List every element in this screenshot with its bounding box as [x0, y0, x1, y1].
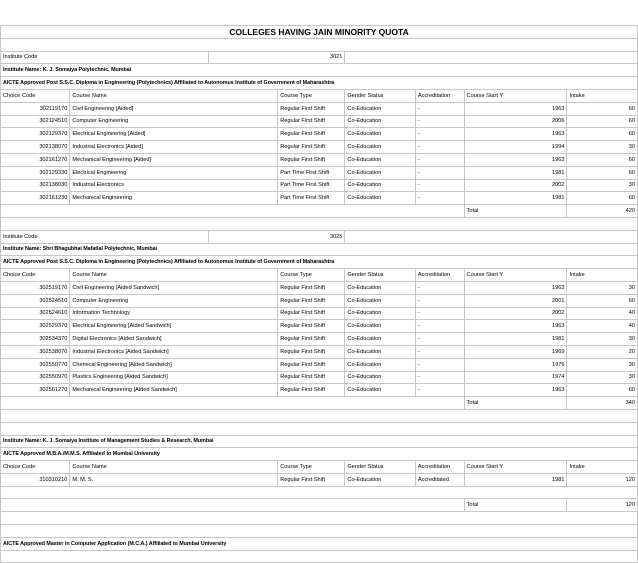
cell-course-start-year[interactable]: 1963	[464, 320, 567, 333]
cell-accreditation[interactable]: -	[415, 384, 464, 397]
cell-gender-status[interactable]: Co-Education	[345, 473, 415, 486]
total-row	[1, 205, 638, 218]
cell-choice-code[interactable]: 302129330	[1, 166, 70, 179]
sheet-row	[1, 550, 638, 563]
sheet-row	[1, 409, 638, 422]
cell-gender-status[interactable]: Co-Education	[345, 294, 415, 307]
cell-course-start-year[interactable]: 1963	[464, 153, 567, 166]
cell-intake[interactable]: 60	[567, 115, 638, 128]
cell-choice-code[interactable]: 302138070	[1, 141, 70, 154]
header-row	[1, 89, 638, 102]
cell-gender-status[interactable]: Co-Education	[345, 102, 415, 115]
header-course-start-year[interactable]: Course Start Y	[464, 461, 567, 474]
cell-course-start-year[interactable]: 1963	[464, 128, 567, 141]
header-course-start-year[interactable]: Course Start Y	[464, 269, 567, 282]
cell-intake[interactable]: 120	[567, 473, 638, 486]
cell-course-type[interactable]: Regular First Shift	[278, 320, 345, 333]
empty-cell[interactable]	[1, 205, 465, 218]
institute-code-label[interactable]: Institute Code	[1, 51, 209, 64]
cell-course-type[interactable]: Regular First Shift	[278, 128, 345, 141]
cell-gender-status[interactable]: Co-Education	[345, 166, 415, 179]
cell-intake[interactable]: 60	[567, 384, 638, 397]
cell-choice-code[interactable]: 310310210	[1, 473, 70, 486]
cell-course-start-year[interactable]: 2002	[464, 307, 567, 320]
header-course-name[interactable]: Course Name	[70, 89, 278, 102]
cell-intake[interactable]: 30	[567, 358, 638, 371]
cell-accreditation[interactable]: Accreditated	[415, 473, 464, 486]
cell-accreditation[interactable]: -	[415, 333, 464, 346]
empty-cell[interactable]	[1, 525, 638, 538]
cell-gender-status[interactable]: Co-Education	[345, 307, 415, 320]
header-intake[interactable]: Intake	[567, 461, 638, 474]
cell-course-type[interactable]: Part Time First Shift	[278, 166, 345, 179]
total-value[interactable]: 340	[567, 397, 638, 410]
cell-choice-code[interactable]: 302524510	[1, 294, 70, 307]
cell-intake[interactable]: 60	[567, 294, 638, 307]
cell-course-type[interactable]: Regular First Shift	[278, 102, 345, 115]
cell-gender-status[interactable]: Co-Education	[345, 153, 415, 166]
sheet-row	[1, 77, 638, 90]
cell-intake[interactable]: 40	[567, 320, 638, 333]
cell-course-type[interactable]: Regular First Shift	[278, 294, 345, 307]
header-row	[1, 461, 638, 474]
sheet-row	[1, 422, 638, 435]
approval-line[interactable]: AICTE Approved Post S.S.C. Diploma in Engineering (Polytechnics) Affiliated to Autonomus Institute of Government of Maharashtra	[1, 77, 638, 90]
total-label[interactable]: Total	[464, 205, 567, 218]
cell-choice-code[interactable]: 302550970	[1, 371, 70, 384]
cell-choice-code[interactable]: 302519170	[1, 281, 70, 294]
cell-accreditation[interactable]: -	[415, 281, 464, 294]
cell-accreditation[interactable]: -	[415, 128, 464, 141]
cell-intake[interactable]: 60	[567, 166, 638, 179]
empty-cell[interactable]	[1, 397, 465, 410]
header-course-name[interactable]: Course Name	[70, 269, 278, 282]
cell-course-start-year[interactable]: 2001	[464, 294, 567, 307]
cell-course-name[interactable]: Information Technology	[70, 307, 278, 320]
table-row	[1, 281, 638, 294]
table-row	[1, 141, 638, 154]
cell-accreditation[interactable]: -	[415, 294, 464, 307]
cell-course-start-year[interactable]: 1981	[464, 166, 567, 179]
cell-choice-code[interactable]: 302138030	[1, 179, 70, 192]
cell-course-type[interactable]: Regular First Shift	[278, 333, 345, 346]
cell-choice-code[interactable]: 302550770	[1, 358, 70, 371]
cell-course-name[interactable]: Electrical Engineering [Aided Sandwich]	[70, 320, 278, 333]
header-accreditation[interactable]: Accreditation	[415, 461, 464, 474]
cell-course-type[interactable]: Regular First Shift	[278, 358, 345, 371]
total-row	[1, 397, 638, 410]
cell-accreditation[interactable]: -	[415, 320, 464, 333]
cell-intake[interactable]: 60	[567, 192, 638, 205]
cell-intake[interactable]: 60	[567, 102, 638, 115]
table-row	[1, 179, 638, 192]
table-row	[1, 166, 638, 179]
institute-code-value[interactable]: 3025	[208, 230, 344, 243]
cell-choice-code[interactable]: 302538070	[1, 345, 70, 358]
table-row	[1, 307, 638, 320]
empty-cell[interactable]	[1, 38, 638, 51]
cell-course-name[interactable]: Computer Engineering	[70, 115, 278, 128]
cell-intake[interactable]: 30	[567, 333, 638, 346]
total-label[interactable]: Total	[464, 397, 567, 410]
cell-course-start-year[interactable]: 1963	[464, 384, 567, 397]
cell-course-start-year[interactable]: 1981	[464, 473, 567, 486]
institute-name[interactable]: Institute Name: Shri Bhagubhai Mafatlal Polytechnic, Mumbai	[1, 243, 638, 256]
sheet-row	[1, 512, 638, 525]
table-row	[1, 128, 638, 141]
cell-choice-code[interactable]: 302529370	[1, 320, 70, 333]
cell-course-type[interactable]: Regular First Shift	[278, 281, 345, 294]
cell-course-name[interactable]: Digital Electronics [Aided Sandwich]	[70, 333, 278, 346]
sheet-top-margin	[0, 0, 638, 25]
cell-intake[interactable]: 30	[567, 281, 638, 294]
cell-gender-status[interactable]: Co-Education	[345, 192, 415, 205]
cell-course-type[interactable]: Regular First Shift	[278, 115, 345, 128]
sheet-row	[1, 243, 638, 256]
cell-accreditation[interactable]: -	[415, 179, 464, 192]
cell-gender-status[interactable]: Co-Education	[345, 141, 415, 154]
cell-course-name[interactable]: Computer Engineering	[70, 294, 278, 307]
sheet-row	[1, 256, 638, 269]
empty-cell[interactable]	[1, 499, 465, 512]
cell-course-name[interactable]: Civil Engineering [Aided]	[70, 102, 278, 115]
cell-course-start-year[interactable]: 1974	[464, 371, 567, 384]
cell-accreditation[interactable]: -	[415, 307, 464, 320]
cell-course-start-year[interactable]: 1981	[464, 333, 567, 346]
cell-gender-status[interactable]: Co-Education	[345, 128, 415, 141]
header-course-start-year[interactable]: Course Start Y	[464, 89, 567, 102]
cell-choice-code[interactable]: 302119170	[1, 102, 70, 115]
header-intake[interactable]: Intake	[567, 269, 638, 282]
cell-accreditation[interactable]: -	[415, 141, 464, 154]
header-gender-status[interactable]: Gender Status	[345, 269, 415, 282]
cell-accreditation[interactable]: -	[415, 166, 464, 179]
cell-intake[interactable]: 30	[567, 141, 638, 154]
cell-course-type[interactable]: Regular First Shift	[278, 345, 345, 358]
cell-course-start-year[interactable]: 1976	[464, 358, 567, 371]
institute-name[interactable]: Institute Name: K. J. Somaiya Institute of Management Studies & Research, Mumbai	[1, 435, 638, 448]
total-row	[1, 499, 638, 512]
page-title[interactable]: COLLEGES HAVING JAIN MINORITY QUOTA	[1, 26, 638, 39]
table-row	[1, 320, 638, 333]
cell-course-name[interactable]: Industrial Electronics	[70, 179, 278, 192]
total-label[interactable]: Total	[464, 499, 567, 512]
table-row	[1, 153, 638, 166]
header-choice-code[interactable]: Choice Code	[1, 461, 70, 474]
cell-intake[interactable]: 40	[567, 307, 638, 320]
cell-choice-code[interactable]: 302524610	[1, 307, 70, 320]
sheet-row	[1, 537, 638, 550]
empty-cell[interactable]	[1, 217, 638, 230]
empty-cell[interactable]	[1, 422, 638, 435]
header-gender-status[interactable]: Gender Status	[345, 89, 415, 102]
course-rows	[1, 281, 638, 396]
course-rows	[1, 473, 638, 486]
approval-line[interactable]: AICTE Approved M.B.A./M.M.S. Affiliated to Mumbai University	[1, 448, 638, 461]
header-course-name[interactable]: Course Name	[70, 461, 278, 474]
cell-gender-status[interactable]: Co-Education	[345, 115, 415, 128]
empty-cell[interactable]	[1, 512, 638, 525]
sheet-row	[1, 51, 638, 64]
table-row	[1, 345, 638, 358]
table-row	[1, 294, 638, 307]
cell-course-start-year[interactable]: 1981	[464, 192, 567, 205]
sheet-row	[1, 217, 638, 230]
sheet-row	[1, 64, 638, 77]
header-course-type[interactable]: Course Type	[278, 461, 345, 474]
cell-course-name[interactable]: M. M. S.	[70, 473, 278, 486]
sheet-row	[1, 525, 638, 538]
cell-gender-status[interactable]: Co-Education	[345, 320, 415, 333]
cell-choice-code[interactable]: 302561270	[1, 384, 70, 397]
cell-gender-status[interactable]: Co-Education	[345, 179, 415, 192]
cell-course-name[interactable]: Mechanical Engineering [Aided Sandwich]	[70, 384, 278, 397]
cell-course-type[interactable]: Part Time First Shift	[278, 179, 345, 192]
cell-course-name[interactable]: Civil Engineering [Aided Sandwich]	[70, 281, 278, 294]
cell-gender-status[interactable]: Co-Education	[345, 384, 415, 397]
cell-course-start-year[interactable]: 1994	[464, 141, 567, 154]
header-choice-code[interactable]: Choice Code	[1, 89, 70, 102]
sheet-row	[1, 230, 638, 243]
empty-cell[interactable]	[1, 550, 638, 563]
cell-course-start-year[interactable]: 1963	[464, 102, 567, 115]
cell-intake[interactable]: 60	[567, 128, 638, 141]
cell-intake[interactable]: 30	[567, 371, 638, 384]
cell-gender-status[interactable]: Co-Education	[345, 333, 415, 346]
cell-gender-status[interactable]: Co-Education	[345, 371, 415, 384]
cell-course-name[interactable]: Electrical Engineering [Aided]	[70, 128, 278, 141]
institute-code-value[interactable]: 3021	[208, 51, 344, 64]
cell-course-name[interactable]: Electrical Engineering	[70, 166, 278, 179]
cell-course-name[interactable]: Mechanical Engineering	[70, 192, 278, 205]
cell-course-start-year[interactable]: 2006	[464, 115, 567, 128]
table-row	[1, 115, 638, 128]
cell-gender-status[interactable]: Co-Education	[345, 358, 415, 371]
cell-intake[interactable]: 30	[567, 179, 638, 192]
sheet-row	[1, 26, 638, 39]
cell-course-name[interactable]: Plastics Engineering [Aided Sandwich]	[70, 371, 278, 384]
empty-cell[interactable]	[345, 51, 638, 64]
cell-course-type[interactable]: Regular First Shift	[278, 384, 345, 397]
cell-course-name[interactable]: Industrial Electronics [Aided Sandwich]	[70, 345, 278, 358]
cell-course-start-year[interactable]: 1963	[464, 281, 567, 294]
cell-gender-status[interactable]: Co-Education	[345, 281, 415, 294]
cell-gender-status[interactable]: Co-Education	[345, 345, 415, 358]
cell-accreditation[interactable]: -	[415, 115, 464, 128]
total-value[interactable]: 120	[567, 499, 638, 512]
cell-choice-code[interactable]: 302161270	[1, 153, 70, 166]
cell-choice-code[interactable]: 302161230	[1, 192, 70, 205]
cell-choice-code[interactable]: 302124510	[1, 115, 70, 128]
cell-course-type[interactable]: Regular First Shift	[278, 153, 345, 166]
table-row	[1, 192, 638, 205]
cell-accreditation[interactable]: -	[415, 345, 464, 358]
cell-accreditation[interactable]: -	[415, 192, 464, 205]
header-accreditation[interactable]: Accreditation	[415, 269, 464, 282]
header-course-type[interactable]: Course Type	[278, 89, 345, 102]
table-row	[1, 371, 638, 384]
course-rows	[1, 102, 638, 204]
cell-course-type[interactable]: Regular First Shift	[278, 141, 345, 154]
cell-course-name[interactable]: Industrial Electronics [Aided]	[70, 141, 278, 154]
table-row	[1, 102, 638, 115]
institute-name[interactable]: Institute Name: K. J. Somaiya Polytechnic, Mumbai	[1, 64, 638, 77]
cell-course-name[interactable]: Chemical Engineering [Aided Sandwich]	[70, 358, 278, 371]
approval-line[interactable]: AICTE Approved Master in Computer Application (M.C.A.) Affiliated to Mumbai University	[1, 537, 638, 550]
cell-intake[interactable]: 20	[567, 345, 638, 358]
cell-course-type[interactable]: Regular First Shift	[278, 371, 345, 384]
cell-intake[interactable]: 60	[567, 153, 638, 166]
sheet-row	[1, 448, 638, 461]
spreadsheet	[0, 25, 638, 563]
header-accreditation[interactable]: Accreditation	[415, 89, 464, 102]
institute-code-label[interactable]: Institute Code	[1, 230, 209, 243]
cell-course-type[interactable]: Regular First Shift	[278, 473, 345, 486]
cell-accreditation[interactable]: -	[415, 102, 464, 115]
cell-course-name[interactable]: Mechanical Engineering [Aided]	[70, 153, 278, 166]
table-row	[1, 384, 638, 397]
header-course-type[interactable]: Course Type	[278, 269, 345, 282]
empty-cell[interactable]	[1, 409, 638, 422]
approval-line[interactable]: AICTE Approved Post S.S.C. Diploma in Engineering (Polytechnics) Affiliated to Autonomus Institute of Government of Maharashtra	[1, 256, 638, 269]
cell-course-type[interactable]: Part Time First Shift	[278, 192, 345, 205]
cell-choice-code[interactable]: 302534370	[1, 333, 70, 346]
table-row	[1, 473, 638, 486]
cell-course-start-year[interactable]: 2002	[464, 179, 567, 192]
header-row	[1, 269, 638, 282]
header-gender-status[interactable]: Gender Status	[345, 461, 415, 474]
header-choice-code[interactable]: Choice Code	[1, 269, 70, 282]
table-row	[1, 333, 638, 346]
header-intake[interactable]: Intake	[567, 89, 638, 102]
cell-accreditation[interactable]: -	[415, 371, 464, 384]
table-row	[1, 358, 638, 371]
cell-choice-code[interactable]: 302129370	[1, 128, 70, 141]
cell-accreditation[interactable]: -	[415, 153, 464, 166]
sheet-row	[1, 435, 638, 448]
sheet-row	[1, 38, 638, 51]
cell-accreditation[interactable]: -	[415, 358, 464, 371]
cell-course-start-year[interactable]: 1969	[464, 345, 567, 358]
empty-cell[interactable]	[345, 230, 638, 243]
cell-course-type[interactable]: Regular First Shift	[278, 307, 345, 320]
total-value[interactable]: 420	[567, 205, 638, 218]
